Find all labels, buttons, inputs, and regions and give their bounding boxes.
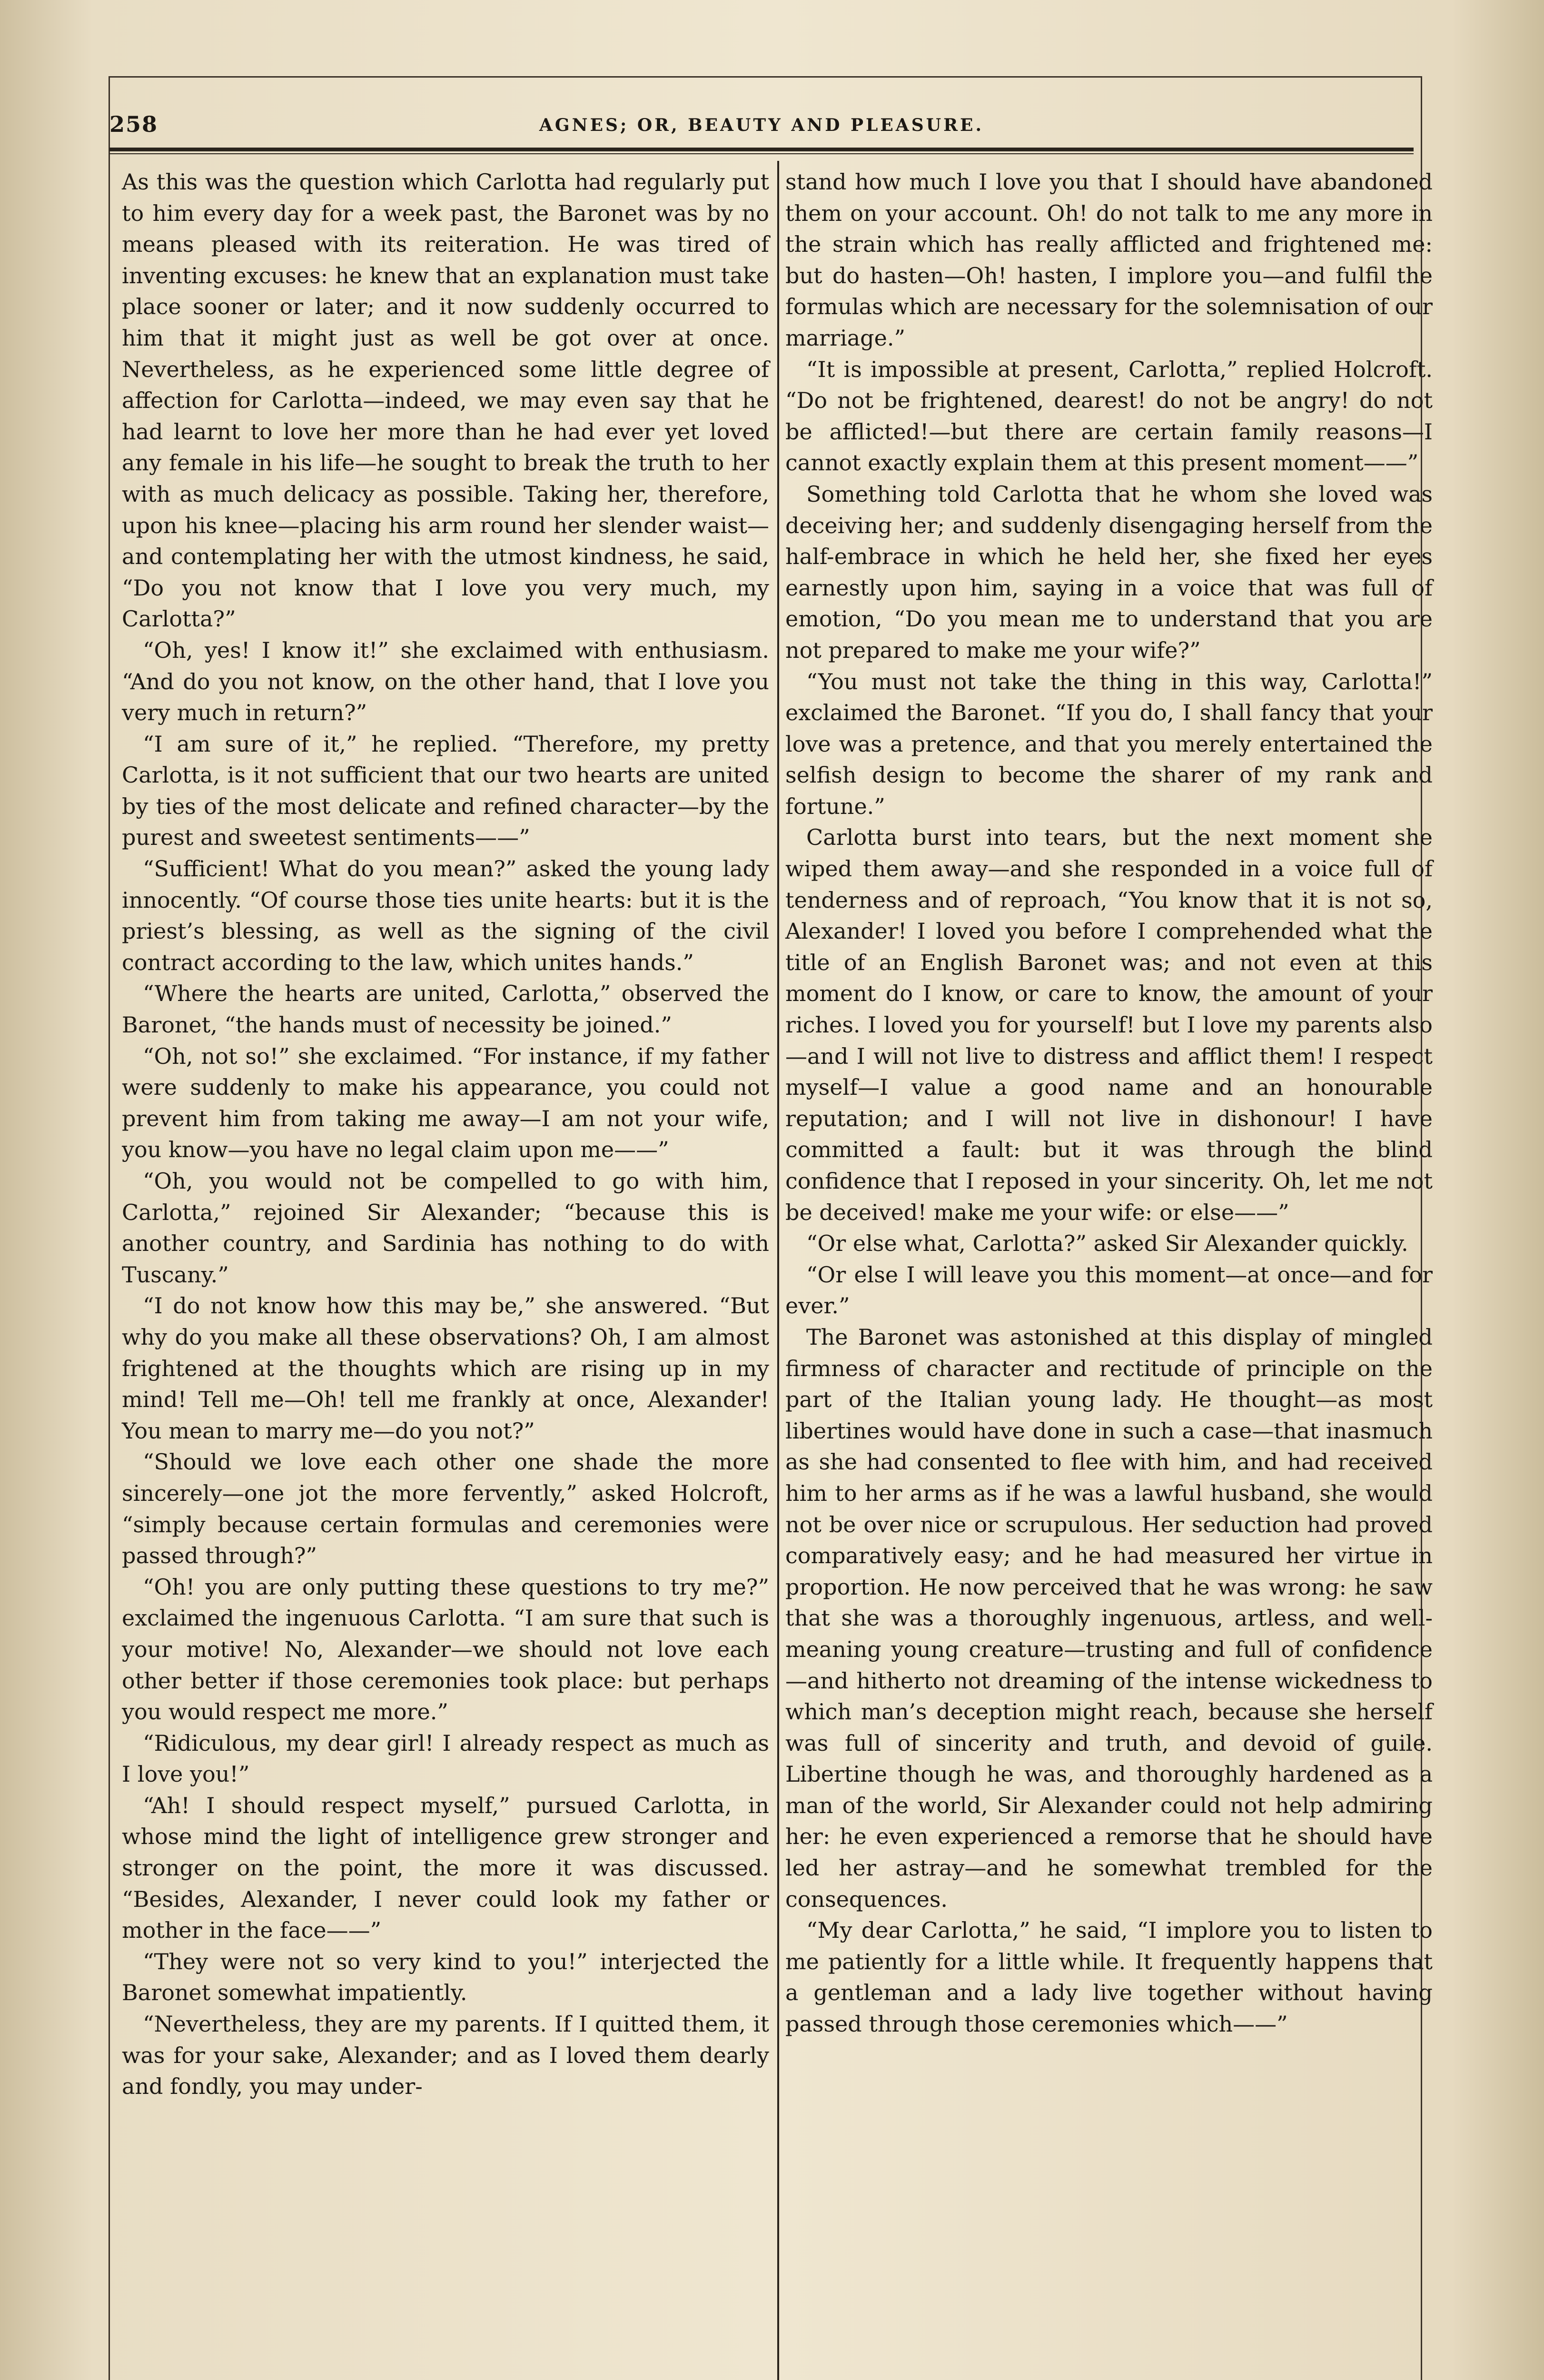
page-frame-top bbox=[109, 76, 1422, 78]
page-header bbox=[109, 109, 1414, 142]
paragraph: “They were not so very kind to you!” interjected the Baronet somewhat impatiently. bbox=[122, 1948, 769, 2006]
paragraph: “Oh, yes! I know it!” she exclaimed with enthusiasm. “And do you not know, on the other hand, that I love you very much in return?” bbox=[122, 637, 769, 726]
page-number: 258 bbox=[109, 111, 158, 137]
paragraph: “Sufficient! What do you mean?” asked the young lady innocently. “Of course those ties unite hearts: but it is the priest’s blessing, as well as the signing of the civil contract according to the law, which unites hands.” bbox=[122, 856, 769, 975]
paragraph: “Or else what, Carlotta?” asked Sir Alexander quickly. bbox=[806, 1230, 1408, 1257]
paragraph: “Oh, not so!” she exclaimed. “For instance, if my father were suddenly to make his appearance, you could not prevent him from taking me away—I am not your wife, you know—you have no legal claim upon me——” bbox=[122, 1043, 769, 1163]
page-frame-left bbox=[109, 76, 110, 2380]
paragraph: “I do not know how this may be,” she answered. “But why do you make all these observations? Oh, I am almost frightened at the thoughts which are rising up in my mind! Tell me—Oh! tell me frankly at once, Alexander! You mean to marry me—do you not?” bbox=[122, 1293, 769, 1444]
paragraph: “Ridiculous, my dear girl! I already respect as much as I love you!” bbox=[122, 1730, 769, 1787]
paragraph: “Or else I will leave you this moment—at once—and for ever.” bbox=[785, 1261, 1433, 1319]
paragraph: “You must not take the thing in this way, Carlotta!” exclaimed the Baronet. “If you do, I shall fancy that your love was a pretence, and that you merely entertained the selfish design to become the sharer of my rank and fortune.” bbox=[785, 668, 1433, 819]
paragraph: Something told Carlotta that he whom she loved was deceiving her; and suddenly disengaging herself from the half-embrace in which he held her, she fixed her eyes earnestly upon him, saying in a voice that was full of emotion, “Do you mean me to understand that you are not prepared to make me your wife?” bbox=[785, 481, 1433, 663]
paragraph: “Nevertheless, they are my parents. If I quitted them, it was for your sake, Alexander; and as I loved them dearly and fondly, you may under- bbox=[122, 2011, 769, 2100]
running-title: AGNES; OR, BEAUTY AND PLEASURE. bbox=[539, 115, 984, 135]
header-rule-thin bbox=[109, 153, 1414, 154]
header-rule bbox=[109, 148, 1414, 151]
paragraph: “Oh! you are only putting these questions to try me?” exclaimed the ingenuous Carlotta. “I am sure that such is your motive! No, Alexander—we should not love each other better if those ceremonies took place: but perhaps you would respect me more.” bbox=[122, 1574, 769, 1725]
paragraph: The Baronet was astonished at this display of mingled firmness of character and rectitude of principle on the part of the Italian young lady. He thought—as most libertines would have done in such a case—that inasmuch as she had consented to flee with him, and had received him to her arms as if he was a lawful husband, she would not be over nice or scrupulous. Her seduction had proved comparatively easy; and he had measured her virtue in proportion. He now perceived that he was wrong: he saw that she was a thoroughly ingenuous, artless, and well-meaning young creature—trusting and full of confidence—and hitherto not dreaming of the intense wickedness to which man’s deception might reach, because she herself was full of sincerity and truth, and devoid of guile. Libertine though he was, and thoroughly hardened as a man of the world, Sir Alexander could not help admiring her: he even experienced a remorse that he should have led her astray—and he somewhat trembled for the consequences. bbox=[785, 1324, 1433, 1912]
paragraph: “It is impossible at present, Carlotta,” replied Holcroft. “Do not be frightened, dearest! do not be angry! do not be afflicted!—but there are certain family reasons—I cannot exactly explain them at this present moment——” bbox=[785, 356, 1433, 476]
paragraph: “My dear Carlotta,” he said, “I implore you to listen to me patiently for a little while. It frequently happens that a gentleman and a lady live together without having passed through those ceremonies which——” bbox=[785, 1917, 1433, 2037]
paragraph: “Should we love each other one shade the more sincerely—one jot the more fervently,” asked Holcroft, “simply because certain formulas and ceremonies were passed through?” bbox=[122, 1449, 769, 1569]
left-column bbox=[122, 167, 769, 2102]
paragraph: stand how much I love you that I should have abandoned them on your account. Oh! do not talk to me any more in the strain which has really afflicted and frightened me: but do hasten—Oh! hasten, I implore you—and fulfil the formulas which are necessary for the solemnisation of our marriage.” bbox=[785, 169, 1433, 351]
paragraph: “I am sure of it,” he replied. “Therefore, my pretty Carlotta, is it not sufficient that our two hearts are united by ties of the most delicate and refined character—by the purest and sweetest sentiments——” bbox=[122, 731, 769, 851]
paragraph: Carlotta burst into tears, but the next moment she wiped them away—and she responded in a voice full of tenderness and of reproach, “You know that it is not so, Alexander! I loved you before I comprehended what the title of an English Baronet was; and not even at this moment do I know, or care to know, the amount of your riches. I loved you for yourself! but I love my parents also—and I will not live to distress and afflict them! I respect myself—I value a good name and an honourable reputation; and I will not live in dishonour! I have committed a fault: but it was through the blind confidence that I reposed in your sincerity. Oh, let me not be deceived! make me your wife: or else——” bbox=[785, 824, 1433, 1225]
paragraph: “Where the hearts are united, Carlotta,” observed the Baronet, “the hands must of necessity be joined.” bbox=[122, 981, 769, 1038]
paragraph: “Oh, you would not be compelled to go with him, Carlotta,” rejoined Sir Alexander; “because this is another country, and Sardinia has nothing to do with Tuscany.” bbox=[122, 1168, 769, 1288]
paragraph: “Ah! I should respect myself,” pursued Carlotta, in whose mind the light of intelligence grew stronger and stronger on the point, the more it was discussed. “Besides, Alexander, I never could look my father or mother in the face——” bbox=[122, 1792, 769, 1944]
paragraph: As this was the question which Carlotta had regularly put to him every day for a week past, the Baronet was by no means pleased with its reiteration. He was tired of inventing excuses: he knew that an explanation must take place sooner or later; and it now suddenly occurred to him that it might just as well be got over at once. Nevertheless, as he experienced some little degree of affection for Carlotta—indeed, we may even say that he had learnt to love her more than he had ever yet loved any female in his life—he sought to break the truth to her with as much delicacy as possible. Taking her, therefore, upon his knee—placing his arm round her slender waist—and contemplating her with the utmost kindness, he said, “Do you not know that I love you very much, my Carlotta?” bbox=[122, 169, 769, 632]
right-column bbox=[785, 167, 1433, 2040]
column-divider bbox=[777, 161, 779, 2380]
